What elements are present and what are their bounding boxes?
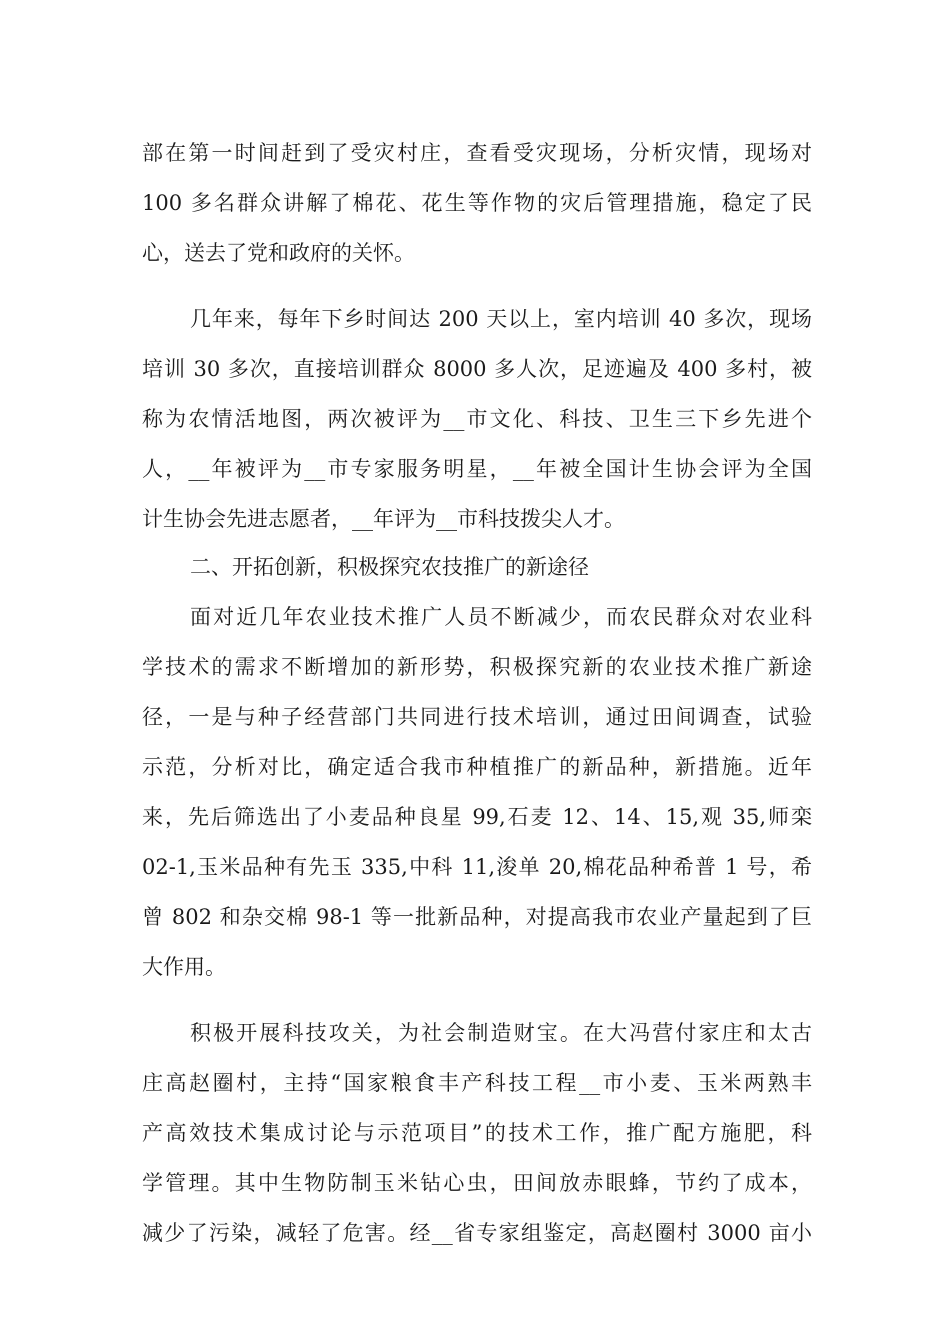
text-line: 大作用。	[142, 955, 226, 979]
text-line: 培训 30 多次，直接培训群众 8000 多人次，足迹遍及 400 多村，被	[142, 357, 812, 381]
text-line: 部在第一时间赶到了受灾村庄，查看受灾现场，分析灾情，现场对	[142, 141, 812, 165]
text-line: 来，先后筛选出了小麦品种良星 99,石麦 12、14、15,观 35,师栾	[142, 805, 812, 829]
text-line: 心，送去了党和政府的关怀。	[142, 241, 415, 265]
text-line: 02-1,玉米品种有先玉 335,中科 11,浚单 20,棉花品种希普 1 号，希	[142, 855, 812, 879]
paragraph-first-line: 面对近几年农业技术推广人员不断减少，而农民群众对农业科	[190, 605, 812, 629]
text-line: 产高效技术集成讨论与示范项目”的技术工作，推广配方施肥，科	[142, 1121, 812, 1145]
paragraph-first-line: 积极开展科技攻关，为社会制造财宝。在大冯营付家庄和太古	[190, 1021, 812, 1045]
text-line: 计生协会先进志愿者，__年评为__市科技拨尖人才。	[142, 507, 625, 531]
section-heading: 二、开拓创新，积极探究农技推广的新途径	[190, 555, 589, 579]
text-line: 称为农情活地图，两次被评为__市文化、科技、卫生三下乡先进个	[142, 407, 812, 431]
text-line: 学技术的需求不断增加的新形势，积极探究新的农业技术推广新途	[142, 655, 812, 679]
text-line: 人，__年被评为__市专家服务明星，__年被全国计生协会评为全国	[142, 457, 812, 481]
text-line: 100 多名群众讲解了棉花、花生等作物的灾后管理措施，稳定了民	[142, 191, 812, 215]
paragraph-first-line: 几年来，每年下乡时间达 200 天以上，室内培训 40 多次，现场	[190, 307, 812, 331]
text-line: 庄高赵圈村，主持“国家粮食丰产科技工程__市小麦、玉米两熟丰	[142, 1071, 812, 1095]
text-line: 示范，分析对比，确定适合我市种植推广的新品种，新措施。近年	[142, 755, 812, 779]
text-line: 曾 802 和杂交棉 98-1 等一批新品种，对提高我市农业产量起到了巨	[142, 905, 812, 929]
text-line: 径，一是与种子经营部门共同进行技术培训，通过田间调查，试验	[142, 705, 812, 729]
text-line: 学管理。其中生物防制玉米钻心虫，田间放赤眼蜂，节约了成本，	[142, 1171, 812, 1195]
text-line: 减少了污染，减轻了危害。经__省专家组鉴定，高赵圈村 3000 亩小	[142, 1221, 812, 1245]
